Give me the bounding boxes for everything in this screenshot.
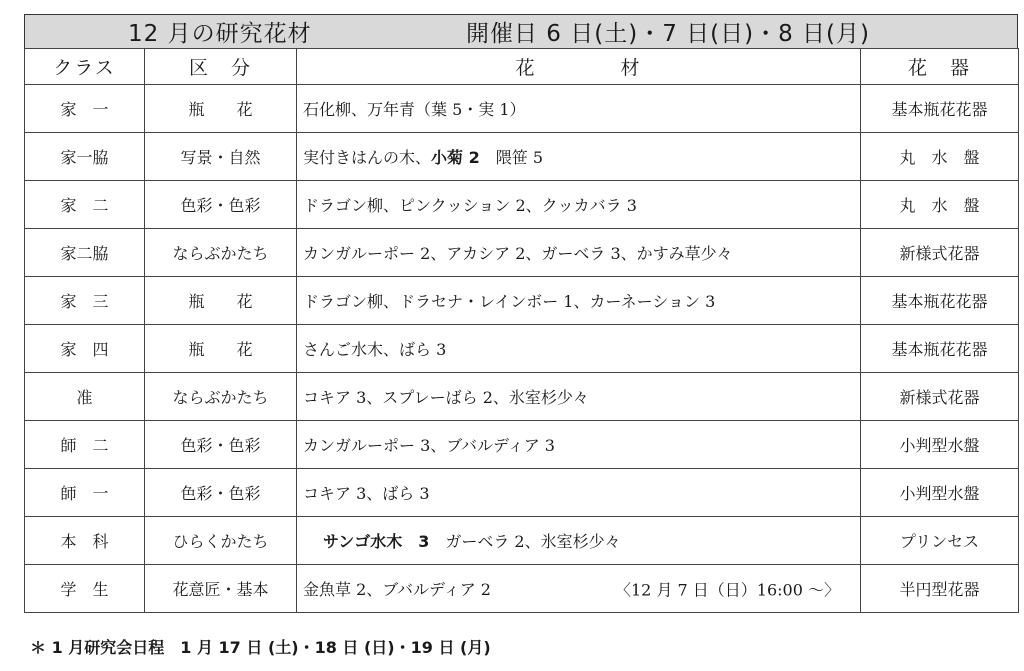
category-cell: 色彩・色彩 <box>145 469 297 517</box>
table-row <box>25 133 1019 181</box>
vase-cell: 丸 水 盤 <box>861 133 1019 181</box>
materials-cell: カンガルーポー 3、ブバルディア 3 <box>297 421 861 469</box>
table-row <box>25 421 1019 469</box>
class-cell: 師 一 <box>25 469 145 517</box>
category-cell: 色彩・色彩 <box>145 421 297 469</box>
materials-cell: カンガルーポー 2、アカシア 2、ガーベラ 3、かすみ草少々 <box>297 229 861 277</box>
materials-cell: コキア 3、スプレーばら 2、氷室杉少々 <box>297 373 861 421</box>
title-bar <box>24 14 1018 48</box>
category-cell: ならぶかたち <box>145 229 297 277</box>
category-cell: ひらくかたち <box>145 517 297 565</box>
table-row <box>25 85 1019 133</box>
materials-text: 隈笹 5 <box>479 148 544 167</box>
vase-cell: 小判型水盤 <box>861 421 1019 469</box>
class-cell: 家 四 <box>25 325 145 373</box>
header-category: 区 分 <box>145 49 297 85</box>
vase-cell: 新様式花器 <box>861 373 1019 421</box>
vase-cell: 基本瓶花花器 <box>861 325 1019 373</box>
class-cell: 師 二 <box>25 421 145 469</box>
table-row <box>25 517 1019 565</box>
materials-cell <box>297 133 861 181</box>
materials-cell: コキア 3、ばら 3 <box>297 469 861 517</box>
vase-cell: 基本瓶花花器 <box>861 85 1019 133</box>
materials-cell: さんご水木、ばら 3 <box>297 325 861 373</box>
header-materials: 花 材 <box>297 49 861 85</box>
table-row <box>25 373 1019 421</box>
materials-cell: 石化柳、万年青（葉 5・実 1） <box>297 85 861 133</box>
class-cell: 家二脇 <box>25 229 145 277</box>
materials-cell <box>297 517 861 565</box>
table-row <box>25 229 1019 277</box>
table-row <box>25 469 1019 517</box>
header-vase: 花 器 <box>861 49 1019 85</box>
vase-cell: 丸 水 盤 <box>861 181 1019 229</box>
header-class: クラス <box>25 49 145 85</box>
vase-cell: プリンセス <box>861 517 1019 565</box>
materials-text: 実付きはんの木、 <box>303 148 432 167</box>
category-cell: 瓶 花 <box>145 277 297 325</box>
next-session-note: ＊ 1 月研究会日程 1 月 17 日 (土)・18 日 (日)・19 日 (月) <box>30 638 491 657</box>
event-dates: 開催日 6 日(土)・7 日(日)・8 日(月) <box>466 21 870 47</box>
materials-text: 金魚草 2、ブバルディア 2 <box>303 580 491 599</box>
class-cell: 家 三 <box>25 277 145 325</box>
table-row <box>25 325 1019 373</box>
table-header-row <box>25 49 1019 85</box>
materials-cell: ドラゴン柳、ピンクッション 2、クッカバラ 3 <box>297 181 861 229</box>
class-cell: 学 生 <box>25 565 145 613</box>
category-cell: 瓶 花 <box>145 85 297 133</box>
vase-cell: 基本瓶花花器 <box>861 277 1019 325</box>
vase-cell: 新様式花器 <box>861 229 1019 277</box>
materials-bold-text: 小菊 2 <box>431 148 480 167</box>
category-cell: 花意匠・基本 <box>145 565 297 613</box>
vase-cell: 半円型花器 <box>861 565 1019 613</box>
class-cell: 准 <box>25 373 145 421</box>
class-cell: 本 科 <box>25 517 145 565</box>
materials-cell: ドラゴン柳、ドラセナ・レインボー 1、カーネーション 3 <box>297 277 861 325</box>
table-row <box>25 277 1019 325</box>
session-time-note: 〈12 月 7 日（日）16:00 ～〉 <box>615 580 840 599</box>
schedule-sheet <box>24 14 1018 613</box>
class-cell: 家一脇 <box>25 133 145 181</box>
category-cell: 瓶 花 <box>145 325 297 373</box>
materials-cell <box>297 565 861 613</box>
table-row <box>25 181 1019 229</box>
materials-table <box>24 48 1019 613</box>
category-cell: 写景・自然 <box>145 133 297 181</box>
class-cell: 家 一 <box>25 85 145 133</box>
vase-cell: 小判型水盤 <box>861 469 1019 517</box>
materials-text: ガーベラ 2、氷室杉少々 <box>429 532 621 551</box>
table-row <box>25 565 1019 613</box>
materials-bold-text: サンゴ水木 3 <box>323 532 430 551</box>
category-cell: ならぶかたち <box>145 373 297 421</box>
page-title: 12 月の研究花材 <box>128 21 312 47</box>
class-cell: 家 二 <box>25 181 145 229</box>
category-cell: 色彩・色彩 <box>145 181 297 229</box>
